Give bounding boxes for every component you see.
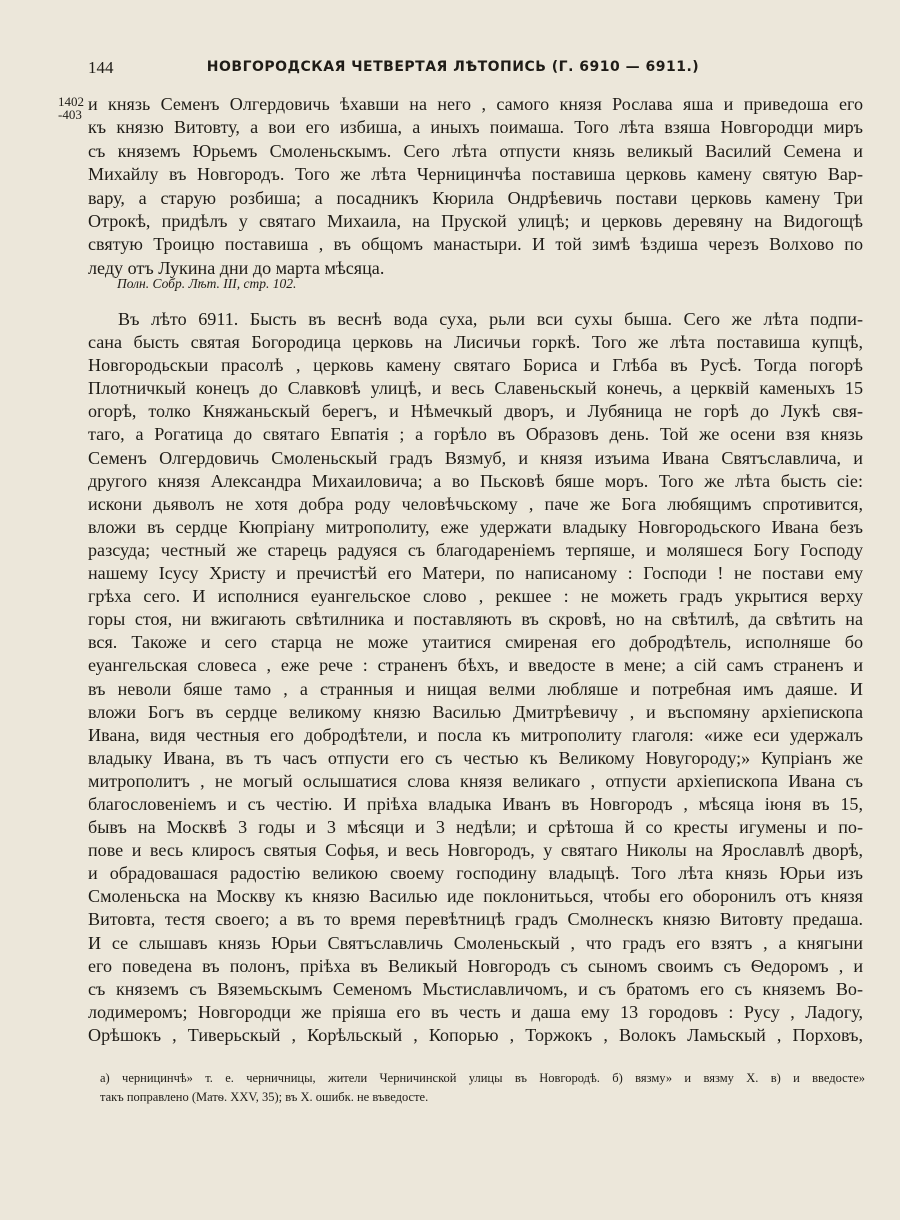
margin-year-note — [58, 95, 88, 121]
text-line: вся. Такоже и сего старца не може утаитися смиреная его добродѣтель, исполняше бо — [88, 632, 863, 653]
text-line: таго, а Рогатица до святаго Евпатія ; а горѣло въ Образовъ день. Той же осени взя князь — [88, 424, 863, 445]
text-line: вложи Богъ въ сердце великому князю Василью Дмитрѣевичу , и въспомяну архіепископа — [88, 701, 863, 722]
paragraph-year-6911 — [88, 308, 863, 1047]
page-header — [88, 58, 818, 84]
text-line: къ князю Витовту, а вои его избиша, а иныхъ поимаша. Того лѣта взяша Новгородци миръ — [88, 117, 863, 138]
page-number: 144 — [88, 58, 114, 77]
text-line: И се слышавъ князь Юрьи Святъславличь Смоленьскый , что градъ его взятъ , а княгыни — [88, 932, 863, 953]
text-line: леду отъ Лукина дни до марта мѣсяца. — [88, 257, 385, 278]
text-line: нашему Ісусу Христу и пречистѣй его Матери, по написаному : Господи ! не постави ему — [88, 563, 863, 584]
text-line: лодимеромъ; Новгородци же пріяша его въ честь и даша ему 13 городовъ : Русу , Ладогу, — [88, 1001, 863, 1022]
paragraph-year-6910 — [88, 93, 863, 280]
text-line: грѣха сего. И исполнися еуангельское слово , рекшее : не можеть градъ укрытися верху — [88, 586, 863, 607]
text-line: Отрокѣ, придѣлъ у святаго Михаила, на Пруской улицѣ; и церковь деревяну на Видогощѣ — [88, 210, 863, 231]
text-line: благословеніемъ и съ честію. И пріѣха владыка Иванъ въ Новгородъ , мѣсяца іюня въ 15, — [88, 793, 863, 814]
source-reference: Полн. Собр. Лѣт. III, стр. 102. — [117, 276, 297, 291]
text-line: сана бысть святая Богородица церковь на Лисичьи горкѣ. Того же лѣта поставиша купцѣ, — [88, 332, 863, 353]
text-line: искони дьяволъ не хотя добра роду человѣчьскому , паче же Бога любящимъ спротивится, — [88, 493, 863, 514]
margin-year-line: 1402 — [58, 94, 84, 109]
margin-year-line: -403 — [58, 107, 82, 122]
text-line: митрополитъ , не могый ослышатися слова князя великаго , отпусти архіепископа Ивана съ — [88, 770, 863, 791]
text-line: владыку Ивана, въ тъ часъ отпусти его съ честью къ Великому Новугороду;» Купріанъ же — [88, 747, 863, 768]
text-line: Орѣшокъ , Тиверьскый , Корѣльскый , Копорью , Торжокъ , Волокъ Ламьскый , Порховъ, — [88, 1024, 863, 1045]
text-line: вару, а старую розбиша; а посадникъ Кюрила Ондрѣевичь постави церковь камену Три — [88, 187, 863, 208]
text-line: бывъ на Москвѣ 3 годы и 3 мѣсяци и 3 недѣли; и срѣтоша й со кресты игумены и по- — [88, 817, 863, 838]
text-line: святую Троицю поставиша , въ общомъ манастыри. И той зимѣ ѣздиша черезъ Волхово по — [88, 234, 863, 255]
text-line: и обрадовашася радостію великою своему господину владыцѣ. Того лѣта князь Юрьи изъ — [88, 863, 863, 884]
footnote-line: такъ поправлено (Матѳ. XXV, 35); въ X. ошибк. не въведосте. — [100, 1090, 429, 1104]
text-line: Ивана, видя честныя его добродѣтели, и посла къ митрополиту глаголя: «иже еси удержалъ — [88, 724, 863, 745]
text-line: его поведена въ полонъ, пріѣха въ Великый Новгородъ съ сыномъ своимъ съ Ѳедоромъ , и — [88, 955, 863, 976]
text-line: еуангельская словеса , еже рече : страненъ бѣхъ, и введосте в мене; а сій самъ страненъ и — [88, 655, 863, 676]
text-line: другого князя Александра Михаиловича; а во Пьсковѣ бяше моръ. Того же лѣта бысть сіе: — [88, 470, 863, 491]
text-line: Новгородьскыи прасолѣ , церковь камену святаго Бориса и Глѣба въ Русѣ. Тогда погорѣ — [88, 355, 863, 376]
text-line: пове и весь клиросъ святыя Софья, и весь Новгородъ, у святаго Николы на Ярославлѣ дворѣ, — [88, 840, 863, 861]
text-line: горы стоя, ни вжигають свѣтилника и поставляють въ скровѣ, но на свѣтилѣ, да свѣтить на — [88, 609, 863, 630]
running-title: НОВГОРОДСКАЯ ЧЕТВЕРТАЯ ЛѢТОПИСЬ (Г. 6910 — 6911.) — [206, 59, 700, 75]
text-line: вложи въ сердце Кюпріану митрополиту, еже удержати владыку Новгородьского Ивана безъ — [88, 516, 863, 537]
text-line: Семенъ Олгердовичь Смоленьскый градъ Вязмуб, и князя изъима Ивана Святъславлича, и — [88, 447, 863, 468]
text-line: Плотничкый конецъ до Славковѣ улицѣ, и весь Славеньскый конечь, а церквій каменыхъ 15 — [88, 378, 863, 399]
text-line: Михайлу въ Новгородъ. Того же лѣта Черницинчѣа поставиша церковь камену святую Вар- — [88, 164, 863, 185]
footnote-line: а) черницинчѣ» т. е. черничницы, жители Черничинской улицы въ Новгородѣ. б) вязму» и вязму X. в) и введосте» — [100, 1071, 865, 1085]
text-line: разсуда; честный же старець радуяся съ благодареніемъ терпяше, и моляшеся Богу Господу — [88, 539, 863, 560]
text-line: и князь Семенъ Олгердовичь ѣхавши на него , самого князя Рослава яша и приведоша его — [88, 94, 863, 114]
text-line: Витовта, тестя своего; а въ то время перевѣтницѣ градъ Смолнескъ князю Витовту предаша. — [88, 909, 863, 930]
footnotes — [100, 1069, 865, 1107]
text-line: съ княземъ съ Вяземьскымъ Семеномъ Мьстиславличомъ, и съ братомъ его съ княземъ Во- — [88, 978, 863, 999]
text-line: Смоленьска на Москву къ князю Василью иде поклонитьься, чтобы его оборонилъ отъ князя — [88, 886, 863, 907]
text-line: Въ лѣто 6911. Бысть въ веснѣ вода суха, рьли вси сухы быша. Сего же лѣта подпи- — [118, 309, 863, 329]
text-line: въ неволи бяше тамо , а странныя и нищая велми любляше и потребная имъ даяше. И — [88, 678, 863, 699]
text-line: съ княземъ Юрьемъ Смоленьскымъ. Сего лѣта отпусти князь великый Василий Семена и — [88, 140, 863, 161]
text-line: огорѣ, толко Княжаньскый берегъ, и Нѣмечкый дворъ, и Лубяница не горѣ до Лукѣ свя- — [88, 401, 863, 422]
